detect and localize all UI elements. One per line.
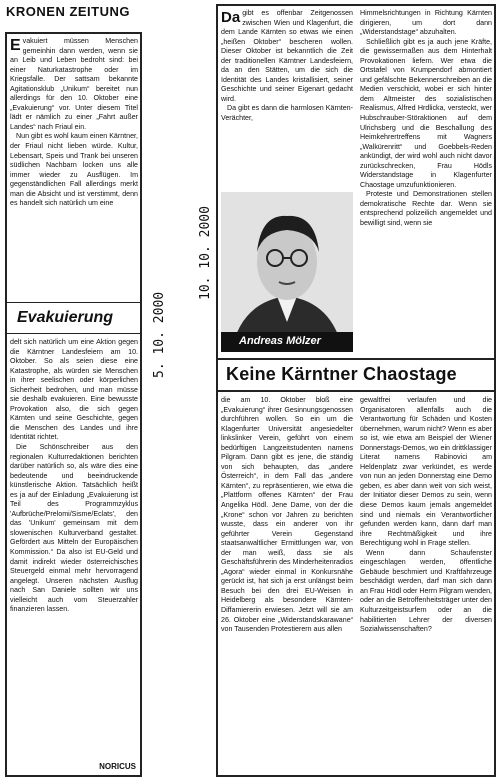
portrait-image [221,192,353,352]
left-article-title: Evakuierung [17,309,114,326]
left-dropcap: E [10,37,21,54]
left-intro-paragraph: vakuiert müssen Menschen gemeinhin dann werden, wenn sie an Leib und Leben bedroht sind: bei einer Naturkatastrophe oder im Kriegsfalle. Der sattsam bekannte Agitationsklub „Unikum“ bereitet nun allerdings für den 10. Oktober eine „Evakuierung“ vor. Unter diesem Titel lädt er nämlich zu einer „Fahrt außer Landes“ nach Friaul ein. [10,37,138,131]
right-col1-paragraph: Da gibt es dann die harmlosen Kärnten-Verächter, [221,104,353,123]
author-photo [221,192,353,352]
left-signature: NORICUS [99,762,136,771]
left-body-paragraph: Die Schönschreiber aus den regionalen Kulturredaktionen berichten darüber natürlich so, als wäre dies eine bedeutende und beeindruckende künstlerische Aktion. Tatsächlich heißt es ja auf der Einladung „Evakuierung ist Teil des Programmzyklus 'Aufbrüche/Prelomi/Sisme/Eclats', den das 'Unikum' gemeinsam mit dem slowenischen Kulturverband gestaltet. Gefördert aus Mitteln der Europäischen Kommission.“ Da also ist EU-Geld und damit indirekt wieder österreichisches Steuergeld einmal mehr hervorragend angelegt. Unseren nächsten Ausflug nach San Daniele sollten wir uns vielleicht auch vom Steuerzahler finanzieren lassen. [10,443,138,614]
right-col2-paragraph: Schließlich gibt es ja auch jene Kräfte, die gewissermaßen aus dem Hinterhalt Provokationen liefern. Wer etwa die Ortstafel von Krumpendorf abmontiert und gefälschte Bekennerschreiben an die Medien verschickt, wobei er sich hinter dem Altmeister des sozialistischen Realismus, Alfred Hrdlicka, versteckt, wer Hubschrauber-Störaktionen auf dem Ulrichsberg und die Beschallung des Heimkehrertreffens mit Wagners „Walkürenritt“ und Goebbels-Reden ankündigt, der wird wohl auch nicht davor zurückschrecken, Frau Hödls Widerstandstage in Klagenfurter Chaostage umzufunktionieren. [360,37,492,189]
date-left: 5. 10. 2000 [152,291,167,378]
left-title-rule-bottom [7,333,140,334]
right-col2-paragraph: Proteste und Demonstrationen stellen demokratische Rechte dar. Wenn sie entsprechend polizeilich angemeldet und bewilligt sind, wenn sie [360,190,492,228]
right-article-box [216,4,496,777]
left-article-box [5,32,142,777]
left-article-intro [10,37,138,297]
masthead: KRONEN ZEITUNG [6,4,130,19]
right-col1-top [221,9,353,187]
right-title-rule-bottom [218,390,494,392]
photo-caption: Andreas Mölzer [239,335,321,347]
right-title-rule-top [218,358,494,360]
right-col2b-paragraph: gewaltfrei verlaufen und die Organisatoren allenfalls auch die Verantwortung für Schäden und Kosten übernehmen, warum nicht? Wenn es aber so ist, wie etwa am Beispiel der Wiener Donnerstags-Demos, wo ein drittklassiger Literat namens Rabinovici am Heldenplatz zwar verkündet, es werde von nun an jeden Donnerstag eine Demo geben, es aber dann weit von sich weist, der Initiator dieser Demos zu sein, wenn diese Demos kaum jemals angemeldet sind und niemals ein Verantwortlicher gefunden werden kann, dann darf man ihre Rechtmäßigkeit und ihre Berechtigung wohl in Frage stellen. [360,396,492,548]
right-article-title: Keine Kärntner Chaostage [226,364,457,384]
right-dropcap: Da [221,9,241,26]
right-col2-top [360,9,492,354]
right-col2b-paragraph: Wenn dann Schaufenster eingeschlagen werden, öffentliche Gebäude beschmiert und Kraftfahrzeuge beschädigt werden, darf man sich dann an Frau Hödl oder Herrn Pilgram wenden, oder an die Betroffenheitsträger unter den Kulturzeitgeistsurfern oder an die habilitierten Lehrer der diversen Sozialwissenschaften? [360,548,492,634]
left-intro-paragraph: Nun gibt es wohl kaum einen Kärntner, der Friaul nicht lieben würde. Kultur, Lebensart, Speis und Trank bei unseren südlichen Nachbarn locken uns alle immer wieder zu Ausflügen. Im gegenständlichen Fall allerdings merkt man die Absicht und ist verstimmt, denn es handelt sich natürlich um eine [10,132,138,208]
right-col1-paragraph: gibt es offenbar Zeitgenossen zwischen Wien und Klagenfurt, die dem Lande Kärnten so etwas wie einen „heißen Oktober“ bescheren wollen. Dieser Oktober ist bekanntlich die Zeit der traditionellen Kärntner Landesfeiern, da an den Stätten, um die sich die Identität des Landes kristallisiert, seiner Geschichte und seiner Eigenart gedacht wird. [221,9,353,103]
right-col2-paragraph: Himmelsrichtungen in Richtung Kärnten dirigieren, um dort dann „Widerstandstage“ abzuhalten. [360,9,492,37]
right-col2-bottom [360,396,492,772]
left-article-body [10,338,138,758]
left-body-paragraph: delt sich natürlich um eine Aktion gegen die Kärntner Landesfeiern am 10. Oktober. So als seien diese eine Katastrophe, als würden sie Menschen in ihrer seelischen oder körperlichen Sicherheit bedrohen, und man müsse sie deshalb evakuieren. Eine bewusste Provokation also, die sich gegen Kärnten und seine Geschichte, gegen die Menschen des Landes und ihre Identität richtet. [10,338,138,442]
right-col1-bottom [221,396,353,772]
right-col1b-paragraph: die am 10. Oktober bloß eine „Evakuierung“ ihrer Gesinnungsgenossen durchführen wollen. So ein um die Klagenfurter Universität angesiedelter linkslinker Verein, geführt von einem bedürftigen Langzeitstudenten namens Pilgram. Dann gibt es jene, die ständig von sich behaupten, das „andere Österreich“, in dem Fall das „andere Kärnten“, zu repräsentieren, wie etwa die „Plattform offenes Kärnten“ der Frau Angelika Hödl. Jene Dame, von der die „Krone“ schon vor Jahren zu berichten wusste, dass ein anderer von ihr geführter Verein Gegenstand staatsanwaltlicher Ermittlungen war, von der man weiß, dass sie als Geschäftsführerin des Minderheitenradios „Agora“ wieder einmal in Konkursnähe gerückt ist, hat sich ja erst unlängst beim Besuch bei den drei EU-Weisen in Heidelberg als besondere Kärnten-Diffamiererin erwiesen. Jetzt will sie am 26. Oktober eine „Widerstandskarawane“ von Tausenden Protestierern aus allen [221,396,353,634]
date-right: 10. 10. 2000 [198,206,213,300]
left-title-rule-top [7,302,140,303]
